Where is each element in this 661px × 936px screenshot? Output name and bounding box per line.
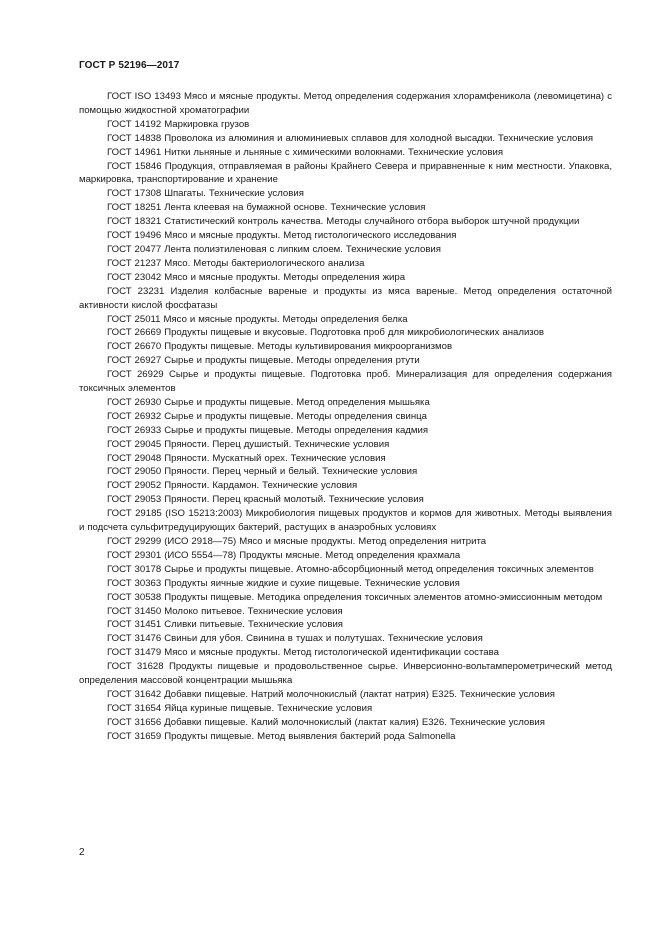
reference-item: ГОСТ 29050 Пряности. Перец черный и белый. Технические условия bbox=[107, 466, 418, 478]
reference-item: ГОСТ 31642 Добавки пищевые. Натрий молочнокислый (лактат натрия) Е325. Технические условия bbox=[107, 688, 555, 700]
reference-item: ГОСТ 29053 Пряности. Перец красный молотый. Технические условия bbox=[107, 494, 424, 506]
reference-item: ГОСТ 15846 Продукция, отправляемая в районы Крайнего Севера и приравненные к ним местности. Упаковка, маркировка, транспортирование и хранение bbox=[79, 160, 612, 186]
reference-item: ГОСТ 29185 (ISO 15213:2003) Микробиология пищевых продуктов и кормов для животных. Методы выявления и подсчета сульфитредуцирующих бактерий, растущих в анаэробных условиях bbox=[79, 508, 612, 534]
reference-item: ГОСТ 26933 Сырье и продукты пищевые. Методы определения кадмия bbox=[107, 424, 429, 436]
reference-item: ГОСТ 31656 Добавки пищевые. Калий молочнокислый (лактат калия) Е326. Технические условия bbox=[107, 716, 545, 728]
reference-item: ГОСТ 14192 Маркировка грузов bbox=[107, 118, 250, 130]
reference-item: ГОСТ 26930 Сырье и продукты пищевые. Метод определения мышьяка bbox=[107, 396, 430, 408]
reference-item: ГОСТ 23042 Мясо и мясные продукты. Методы определения жира bbox=[107, 271, 406, 283]
reference-item: ГОСТ 26669 Продукты пищевые и вкусовые. Подготовка проб для микробиологических анализов bbox=[107, 327, 545, 339]
reference-item: ГОСТ 18321 Статистический контроль качества. Методы случайного отбора выборок штучной продукции bbox=[107, 216, 580, 228]
reference-item: ГОСТ 29052 Пряности. Кардамон. Технические условия bbox=[107, 480, 358, 492]
reference-item: ГОСТ 31659 Продукты пищевые. Метод выявления бактерий рода Salmonella bbox=[107, 730, 456, 742]
reference-item: ГОСТ 29048 Пряности. Мускатный орех. Технические условия bbox=[107, 452, 386, 464]
normative-references-list bbox=[79, 90, 612, 744]
reference-item: ГОСТ 29045 Пряности. Перец душистый. Технические условия bbox=[107, 438, 390, 450]
document-header: ГОСТ Р 52196—2017 bbox=[79, 60, 180, 71]
reference-item: ГОСТ 31654 Яйца куриные пищевые. Технические условия bbox=[107, 702, 373, 714]
reference-item: ГОСТ 30178 Сырье и продукты пищевые. Атомно-абсорбционный метод определения токсичных элементов bbox=[107, 563, 594, 575]
reference-item: ГОСТ 31476 Свиньи для убоя. Свинина в тушах и полутушах. Технические условия bbox=[107, 633, 483, 645]
reference-item: ГОСТ 29301 (ИСО 5554—78) Продукты мясные. Метод определения крахмала bbox=[107, 549, 461, 561]
reference-item: ГОСТ 30538 Продукты пищевые. Методика определения токсичных элементов атомно-эмиссионным методом bbox=[107, 591, 603, 603]
reference-item: ГОСТ 18251 Лента клеевая на бумажной основе. Технические условия bbox=[107, 202, 426, 214]
reference-item: ГОСТ 26927 Сырье и продукты пищевые. Методы определения ртути bbox=[107, 355, 420, 367]
reference-item: ГОСТ 31451 Сливки питьевые. Технические условия bbox=[107, 619, 344, 631]
reference-item: ГОСТ 31479 Мясо и мясные продукты. Метод гистологической идентификации состава bbox=[107, 647, 499, 659]
reference-item: ГОСТ 26932 Сырье и продукты пищевые. Методы определения свинца bbox=[107, 410, 427, 422]
reference-item: ГОСТ 14961 Нитки льняные и льняные с химическими волокнами. Технические условия bbox=[107, 146, 504, 158]
reference-item: ГОСТ 26929 Сырье и продукты пищевые. Подготовка проб. Минерализация для определения содержания токсичных элементов bbox=[79, 369, 612, 395]
reference-item: ГОСТ 23231 Изделия колбасные вареные и продукты из мяса вареные. Метод определения остаточной активности кислой фосфатазы bbox=[79, 285, 612, 311]
reference-item: ГОСТ 31628 Продукты пищевые и продовольственное сырье. Инверсионно-вольтамперометрический метод определения массовой концентрации мышьяка bbox=[79, 661, 612, 687]
reference-item: ГОСТ 17308 Шпагаты. Технические условия bbox=[107, 188, 304, 200]
page-number: 2 bbox=[79, 847, 85, 858]
reference-item: ГОСТ 31450 Молоко питьевое. Технические условия bbox=[107, 605, 343, 617]
reference-item: ГОСТ 21237 Мясо. Методы бактериологического анализа bbox=[107, 257, 365, 269]
reference-item: ГОСТ 19496 Мясо и мясные продукты. Метод гистологического исследования bbox=[107, 230, 457, 242]
reference-item: ГОСТ 14838 Проволока из алюминия и алюминиевых сплавов для холодной высадки. Технические условия bbox=[107, 132, 594, 144]
reference-item: ГОСТ 29299 (ИСО 2918—75) Мясо и мясные продукты. Метод определения нитрита bbox=[107, 536, 487, 547]
reference-item: ГОСТ 25011 Мясо и мясные продукты. Методы определения белка bbox=[107, 313, 408, 325]
reference-item: ГОСТ ISO 13493 Мясо и мясные продукты. Метод определения содержания хлорамфеникола (левомицетина) с помощью жидкостной хроматографии bbox=[79, 91, 612, 116]
reference-item: ГОСТ 26670 Продукты пищевые. Методы культивирования микроорганизмов bbox=[107, 341, 453, 353]
reference-item: ГОСТ 30363 Продукты яичные жидкие и сухие пищевые. Технические условия bbox=[107, 577, 460, 589]
reference-item: ГОСТ 20477 Лента полиэтиленовая с липким слоем. Технические условия bbox=[107, 243, 441, 255]
